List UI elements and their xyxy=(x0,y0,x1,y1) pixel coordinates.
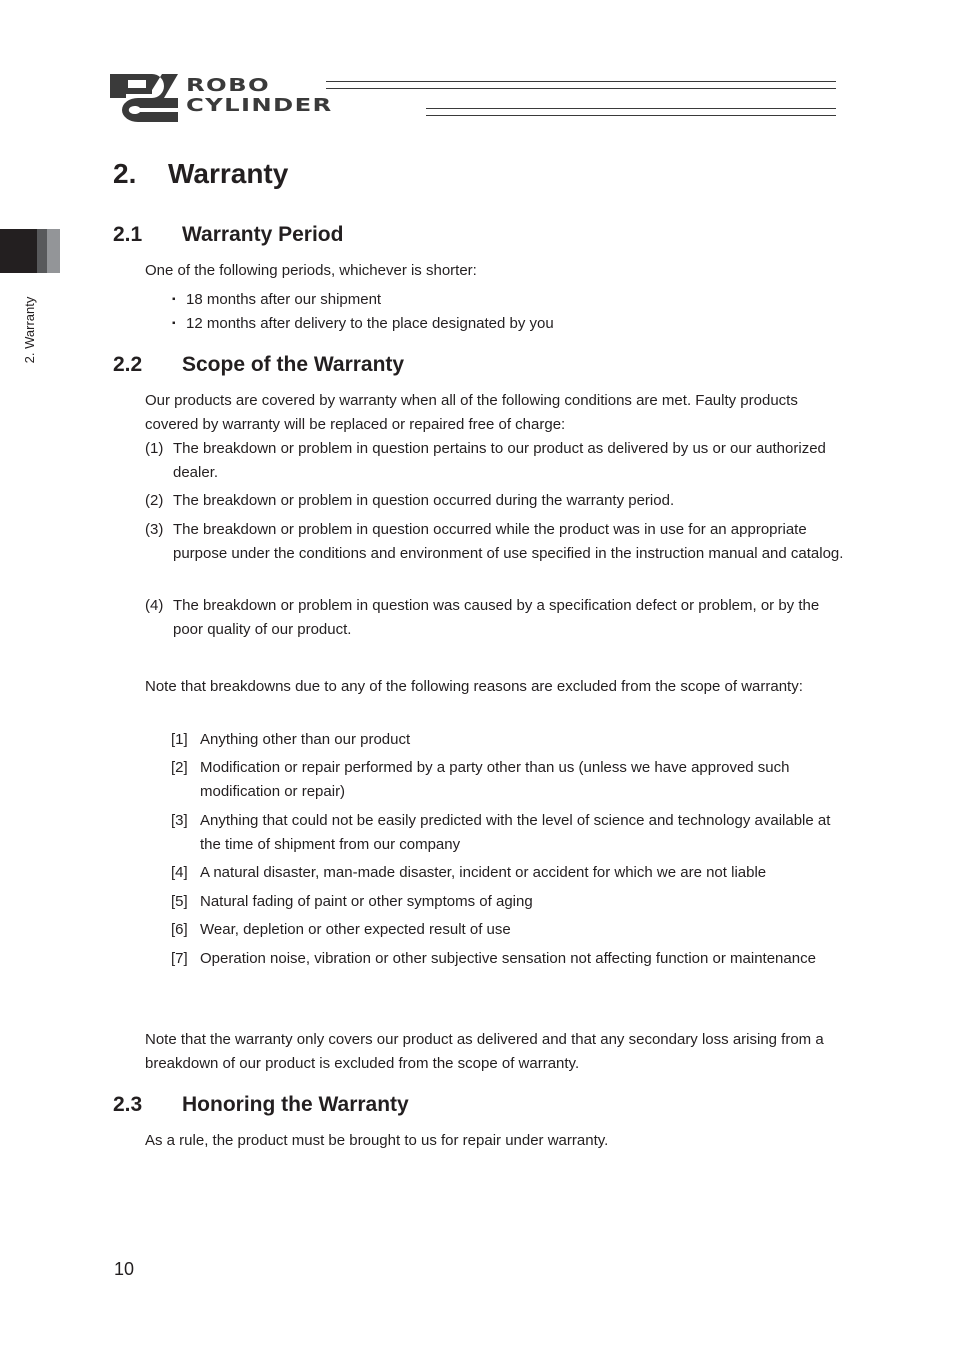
title-number: 2. xyxy=(113,158,137,189)
logo-text-cylinder: CYLINDER xyxy=(186,95,333,116)
list-item: [3] Anything that could not be easily predicted with the level of science and technology available at the time of shipment from our company xyxy=(171,812,831,853)
title-text: Warranty xyxy=(168,158,289,189)
section-intro: One of the following periods, whichever is shorter: xyxy=(145,262,477,279)
list-item: (4) The breakdown or problem in question was caused by a specification defect or problem, or by the poor quality of our product. xyxy=(145,597,820,638)
section-heading-honoring: 2.3 Honoring the Warranty xyxy=(113,1093,409,1116)
robo-cylinder-logo xyxy=(108,72,838,124)
logo-rule-top xyxy=(326,81,836,89)
list-item: (3) The breakdown or problem in question occurred while the product was in use for an appropriate purpose under the conditions and environment of use specified in the instruction manual and catalog. xyxy=(145,521,844,562)
page-title xyxy=(113,158,288,190)
list-item: [5] Natural fading of paint or other symptoms of aging xyxy=(171,893,533,910)
list-item: ▪ 18 months after our shipment xyxy=(172,291,382,308)
list-item: [2] Modification or repair performed by a party other than us (unless we have approved such modification or repair) xyxy=(171,759,790,800)
list-item: (2) The breakdown or problem in question occurred during the warranty period. xyxy=(145,492,675,509)
closing-note: Note that the warranty only covers our product as delivered and that any secondary loss arising from a breakdown of our product is excluded from the scope of warranty. xyxy=(145,1031,824,1072)
list-item: [1] Anything other than our product xyxy=(171,731,411,748)
chapter-side-tab xyxy=(0,229,60,273)
list-item: ▪ 12 months after delivery to the place designated by you xyxy=(172,315,554,332)
section-heading-warranty-period: 2.1 Warranty Period xyxy=(113,223,344,246)
logo-rule-bottom xyxy=(426,108,836,116)
logo-text-robo: ROBO xyxy=(186,75,270,96)
chapter-side-label: 2. Warranty xyxy=(22,296,37,364)
list-item: [7] Operation noise, vibration or other subjective sensation not affecting function or maintenance xyxy=(171,950,816,967)
list-item: (1) The breakdown or problem in question pertains to our product as delivered by us or our authorized dealer. xyxy=(145,440,826,481)
list-item: [4] A natural disaster, man-made disaster, incident or accident for which we are not liable xyxy=(171,864,767,881)
section-intro: Our products are covered by warranty when all of the following conditions are met. Faulty products covered by warranty will be replaced or repaired free of charge: xyxy=(145,392,798,433)
rc-logo-mark xyxy=(108,72,182,122)
exclusion-intro: Note that breakdowns due to any of the following reasons are excluded from the scope of warranty: xyxy=(145,678,803,695)
section-intro: As a rule, the product must be brought to us for repair under warranty. xyxy=(145,1132,609,1149)
page-number: 10 xyxy=(114,1259,135,1279)
list-item: [6] Wear, depletion or other expected result of use xyxy=(171,921,511,938)
section-heading-scope: 2.2 Scope of the Warranty xyxy=(113,353,405,376)
